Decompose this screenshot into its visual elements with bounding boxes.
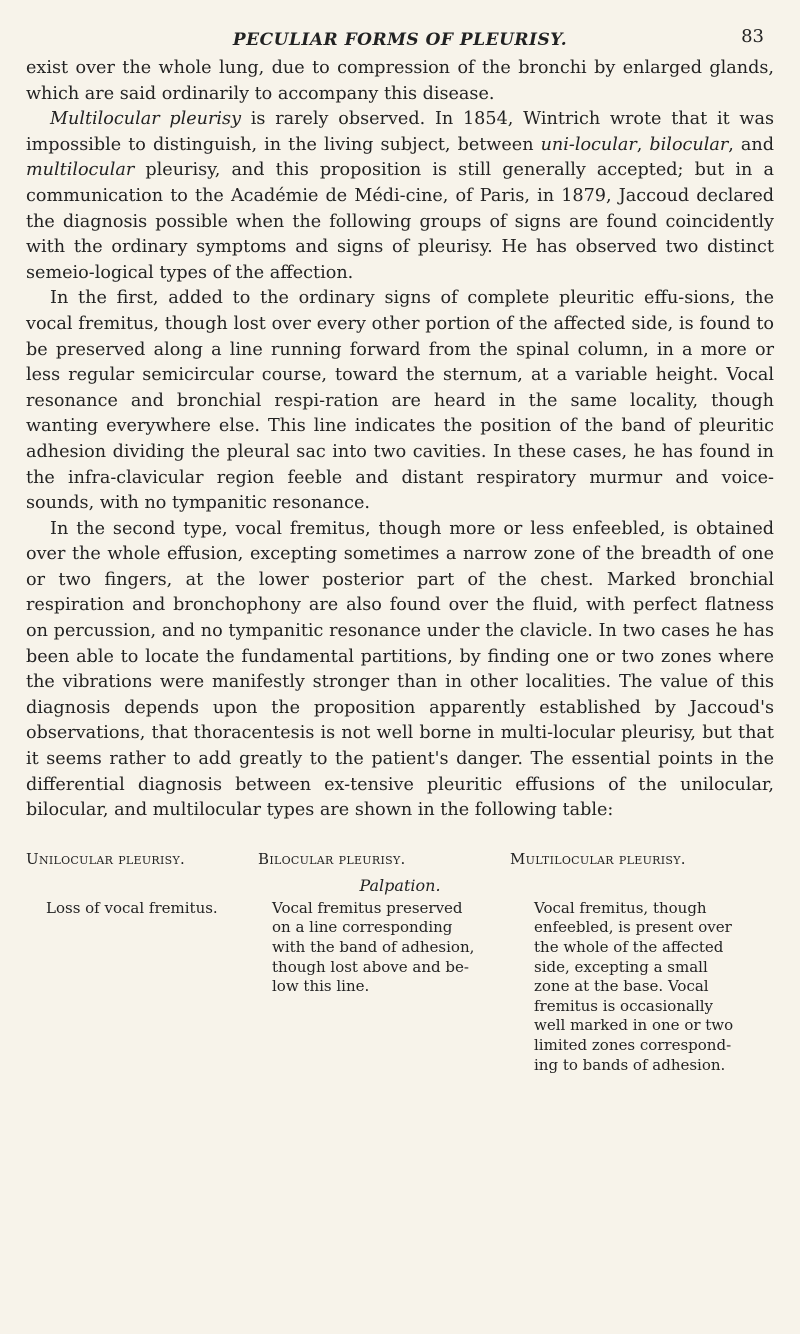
- running-head: PECULIAR FORMS OF PLEURISY.: [232, 30, 568, 50]
- paragraph-3: In the first, added to the ordinary signs of complete pleuritic effu-sions, the vocal fremitus, though lost over every other portion of the affected side, is found to be preserved along a line running forward from the spinal column, in a more or less regular semicircular course, toward the sternum, at a variable height. Vocal resonance and bronchial respi-ration are heard in the same locality, though wanting everywhere else. This line indicates the position of the band of pleuritic adhesion dividing the pleural sac into two cavities. In these cases, he has found in the infra-clavicular region feeble and distant respiratory murmur and voice-sounds, with no tympanitic resonance.: [26, 288, 774, 514]
- cell-line: Loss of vocal fremitus.: [46, 898, 218, 917]
- cell-line: with the band of adhesion,: [272, 938, 475, 956]
- page-header: [26, 12, 774, 56]
- paragraph-2-text-c: , and: [728, 134, 774, 155]
- paragraph-4: In the second type, vocal fremitus, though more or less enfeebled, is obtained over the whole effusion, excepting sometimes a narrow zone of the breadth of one or two fingers, at the lower posterior part of the chest. Marked bronchial respiration and bronchophony are also found over the fluid, with perfect flatness on percussion, and no tympanitic resonance under the clavicle. In two cases he has been able to locate the fundamental partitions, by finding one or two zones where the vibrations were manifestly stronger than in other localities. The value of this diagnosis depends upon the proposition apparently established by Jaccoud's observations, that thoracentesis is not well borne in multi-locular pleurisy, but that it seems rather to add greatly to the patient's danger. The essential points in the differential diagnosis between ex-tensive pleuritic effusions of the unilocular, bilocular, and multilocular types are shown in the following table:: [26, 518, 774, 821]
- table-header-row: [26, 850, 774, 868]
- cell-line: enfeebled, is present over: [534, 918, 732, 937]
- cell-line: side, excepting a small: [534, 957, 708, 976]
- cell-line: though lost above and be-: [272, 957, 469, 976]
- paragraph-2-text-a: is rarely observed. In 1854, Wintrich wrote that it was impossible to distinguish, in the living subject, between: [26, 109, 774, 155]
- table-row-palpation: [26, 899, 774, 1075]
- page-number: 83: [741, 26, 764, 47]
- term-bilocular: bilocular: [649, 134, 729, 155]
- table-section-title: Palpation.: [359, 875, 441, 895]
- cell-line: limited zones correspond-: [534, 1035, 732, 1054]
- paragraph-1: exist over the whole lung, due to compression of the bronchi by enlarged glands, which are said ordinarily to accompany this disease.: [26, 58, 774, 104]
- term-multilocular-pleurisy: Multilocular pleurisy: [50, 109, 242, 130]
- paragraph-2-text-b: ,: [636, 134, 650, 155]
- cell-line: Vocal fremitus, though: [534, 898, 707, 917]
- cell-line: Vocal fremitus preserved: [272, 898, 463, 917]
- table-cell-multilocular: [510, 899, 774, 1075]
- table-cell-bilocular: [258, 899, 510, 1075]
- table-cell-unilocular: [26, 899, 258, 1075]
- table-header-unilocular: Unilocular pleurisy.: [26, 849, 186, 868]
- cell-line: the whole of the affected: [534, 938, 724, 956]
- table-header-multilocular: Multilocular pleurisy.: [510, 849, 686, 868]
- cell-line: fremitus is occasionally: [534, 996, 714, 1015]
- cell-line: well marked in one or two: [534, 1016, 734, 1035]
- cell-line: on a line corresponding: [272, 918, 453, 937]
- paragraph-2: [26, 107, 774, 286]
- cell-line: low this line.: [272, 977, 370, 996]
- table-header-bilocular: Bilocular pleurisy.: [258, 849, 406, 868]
- term-multilocular: multilocular: [26, 160, 135, 181]
- term-unilocular: uni-locular: [540, 134, 637, 155]
- cell-line: zone at the base. Vocal: [534, 977, 709, 996]
- paragraph-2-text-d: pleurisy, and this proposition is still generally accepted; but in a communication to the Académie de Médi-cine, of Paris, in 1879, Jaccoud declared the diagnosis possible when the following groups of signs are found coincidently with the ordinary symptoms and signs of pleurisy. He has observed two distinct semeio-logical types of the affection.: [26, 160, 774, 283]
- cell-line: ing to bands of adhesion.: [534, 1055, 726, 1074]
